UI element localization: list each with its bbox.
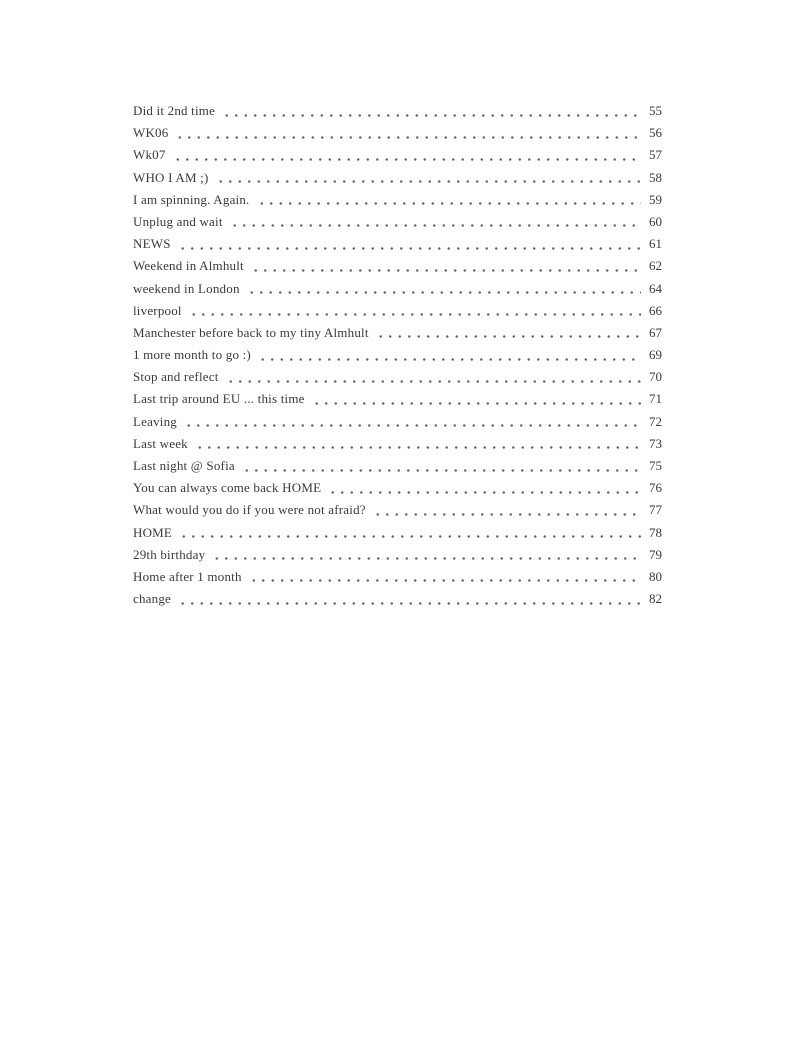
toc-dot-leader [251,255,641,277]
toc-entry[interactable] [133,144,662,166]
toc-dot-leader [195,433,641,455]
toc-entry-title: liverpool [133,302,182,318]
toc-dot-leader [242,455,641,477]
toc-entry-title: Unplug and wait [133,213,223,229]
toc-entry-page-number: 55 [649,103,662,118]
toc-entry-title: HOME [133,524,173,540]
toc-entry[interactable] [133,566,662,588]
toc-entry[interactable] [133,499,662,521]
toc-entry-page-number: 80 [649,568,662,584]
toc-entry-title: NEWS [133,236,171,252]
toc-entry[interactable] [133,388,662,410]
toc-entry[interactable] [133,544,662,566]
toc-entry[interactable] [133,411,662,433]
toc-entry-title: Wk07 [133,147,166,163]
toc-entry-title: Manchester before back to my tiny Almhult [133,324,369,340]
toc-entry[interactable] [133,189,662,211]
toc-dot-leader [312,388,641,410]
toc-entry[interactable] [133,255,662,277]
toc-entry-title: Did it 2nd time [133,103,216,118]
toc-entry-title: Last week [133,435,188,451]
toc-entry-title: change [133,591,172,607]
toc-dot-leader [258,344,641,366]
toc-entry-page-number: 62 [649,258,662,274]
toc-entry-page-number: 82 [649,591,662,607]
toc-entry-title: 29th birthday [133,546,206,562]
toc-dot-leader [230,211,641,233]
toc-entry[interactable] [133,122,662,144]
toc-entry-page-number: 66 [649,302,662,318]
toc-entry[interactable] [133,433,662,455]
toc-dot-leader [175,122,641,144]
toc-dot-leader [257,189,642,211]
toc-entry[interactable] [133,477,662,499]
toc-entry-page-number: 58 [649,169,662,185]
toc-entry[interactable] [133,300,662,322]
toc-entry-title: Last night @ Sofia [133,458,235,473]
toc-dot-leader [179,522,641,544]
toc-dot-leader [178,233,641,255]
toc-entry-title: Home after 1 month [133,568,242,584]
toc-entry-page-number: 60 [649,213,662,229]
toc-entry-title: 1 more month to go :) [133,347,251,363]
toc-entry[interactable] [133,278,662,300]
toc-entry-page-number: 76 [649,480,662,496]
toc-entry-title: I am spinning. Again. [133,191,250,207]
toc-entry-page-number: 70 [649,369,662,385]
toc-entry[interactable] [133,322,662,344]
toc-dot-leader [226,366,641,388]
toc-entry-title: Stop and reflect [133,369,219,385]
toc-entry-page-number: 77 [649,502,662,518]
toc-entry[interactable] [133,167,662,189]
toc-entry-page-number: 59 [649,191,662,207]
toc-dot-leader [216,167,642,189]
toc-entry-page-number: 57 [649,147,662,163]
toc-entry[interactable] [133,211,662,233]
toc-entry-page-number: 72 [649,413,662,429]
toc-entry[interactable] [133,455,662,477]
toc-entry[interactable] [133,588,662,610]
toc-entry[interactable] [133,344,662,366]
toc-entry-title: Leaving [133,413,177,429]
toc-entry-title: You can always come back HOME [133,480,322,496]
toc-entry-page-number: 73 [649,435,662,451]
toc-entry-title: WK06 [133,125,169,141]
toc-entry-page-number: 69 [649,347,662,363]
toc-entry-page-number: 79 [649,546,662,562]
toc-dot-leader [173,144,641,166]
toc-entry-page-number: 75 [649,458,662,473]
toc-dot-leader [212,544,641,566]
table-of-contents [133,100,662,610]
toc-dot-leader [184,411,641,433]
toc-dot-leader [376,322,641,344]
toc-entry-page-number: 78 [649,524,662,540]
toc-entry[interactable] [133,233,662,255]
toc-dot-leader [189,300,641,322]
toc-dot-leader [373,499,641,521]
toc-entry-title: weekend in London [133,280,240,296]
toc-dot-leader [247,278,641,300]
toc-entry-page-number: 71 [649,391,662,407]
toc-entry-page-number: 64 [649,280,662,296]
toc-dot-leader [178,588,641,610]
toc-dot-leader [328,477,641,499]
toc-entry-page-number: 61 [649,236,662,252]
toc-entry[interactable] [133,366,662,388]
toc-entry-title: Weekend in Almhult [133,258,244,274]
toc-entry-title: What would you do if you were not afraid? [133,502,366,518]
toc-entry[interactable] [133,522,662,544]
toc-entry-page-number: 67 [649,324,662,340]
toc-dot-leader [249,566,641,588]
toc-entry-page-number: 56 [649,125,662,141]
toc-entry-title: WHO I AM ;) [133,169,209,185]
toc-dot-leader [222,100,641,122]
toc-entry-title: Last trip around EU ... this time [133,391,305,407]
toc-entry[interactable] [133,100,662,122]
